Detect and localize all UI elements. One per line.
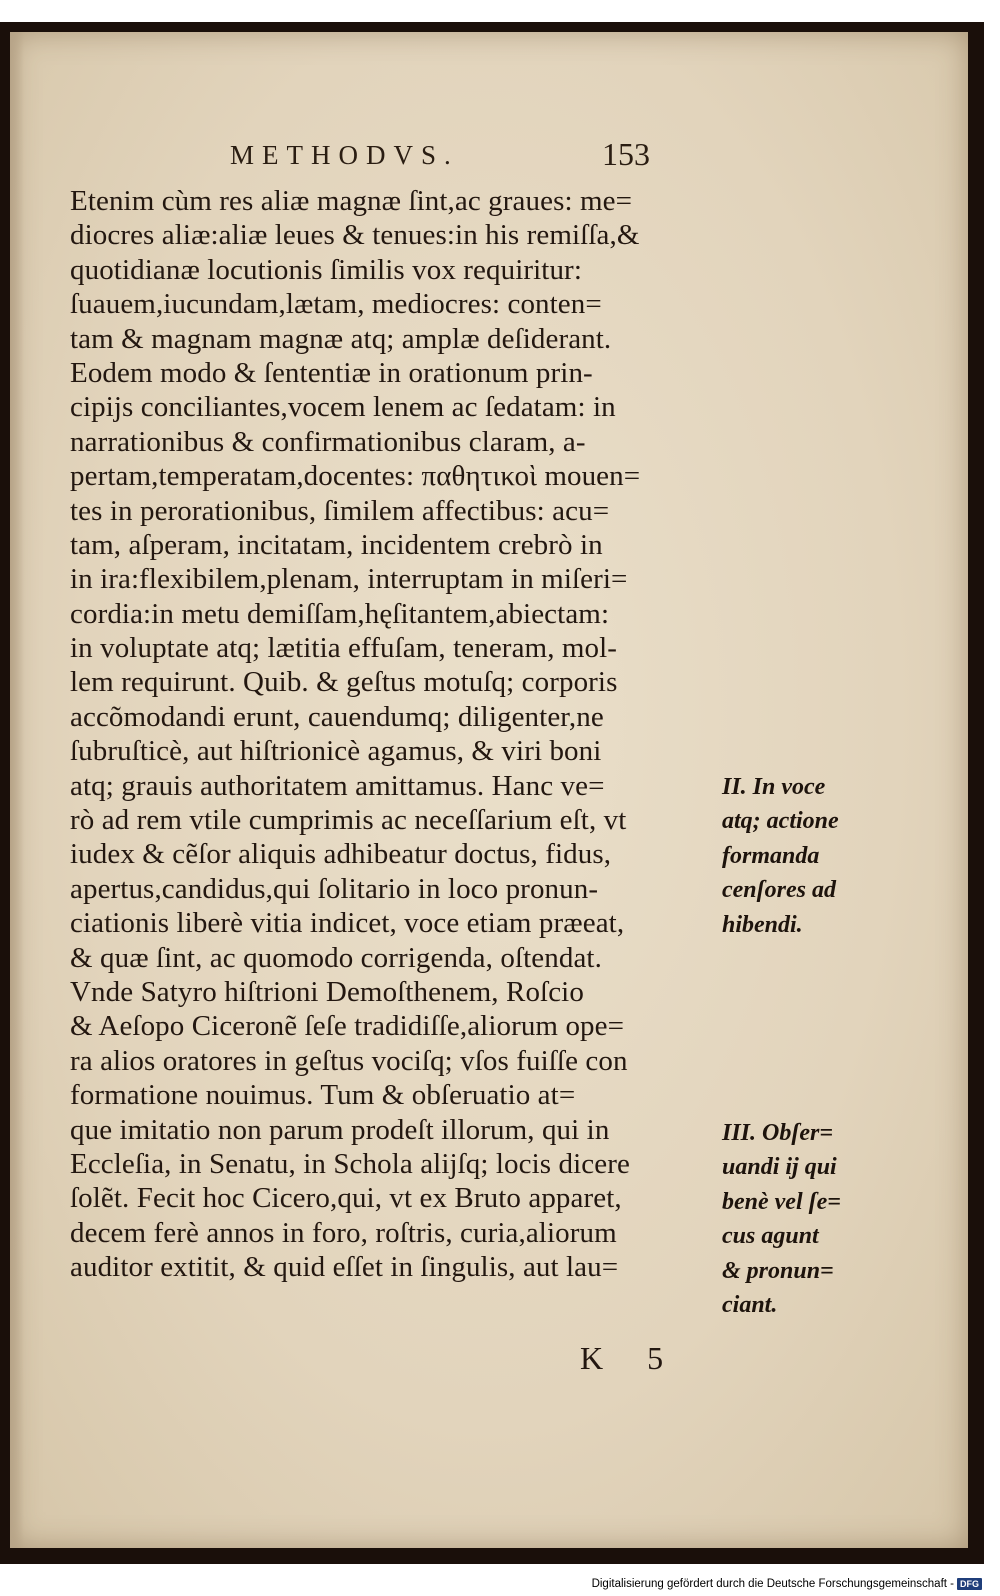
text-line: ſubruſticè, aut hiſtrionicè agamus, & viri boni bbox=[70, 735, 602, 768]
marginal-note-line: atq; actione bbox=[722, 808, 839, 835]
marginal-note-line: cenſores ad bbox=[722, 877, 836, 904]
text-line: rò ad rem vtile cumprimis ac neceſſarium eſt, vt bbox=[70, 804, 627, 837]
marginal-note-line: II. In voce bbox=[722, 774, 826, 800]
text-line: atq; grauis authoritatem amittamus. Hanc ve= bbox=[70, 769, 605, 802]
marginal-note-line: ciant. bbox=[722, 1291, 778, 1318]
text-line: iudex & cẽſor aliquis adhibeatur doctus, fidus, bbox=[70, 838, 612, 871]
text-line: ra alios oratores in geſtus vociſq; vſos fuiſſe con bbox=[70, 1044, 628, 1077]
text-line: ciationis liberè vitia indicet, voce etiam præeat, bbox=[70, 907, 625, 940]
text-line: que imitatio non parum prodeſt illorum, qui in bbox=[70, 1113, 610, 1146]
book-page bbox=[10, 32, 968, 1548]
running-head: METHODVS. bbox=[230, 140, 459, 170]
main-text-block bbox=[70, 184, 730, 1285]
text-line: in voluptate atq; lætitia effuſam, teneram, mol- bbox=[70, 632, 618, 665]
text-line: ſuauem,iucundam,lætam, mediocres: conten= bbox=[70, 288, 602, 321]
text-line: Eccleſia, in Senatu, in Schola alijſq; locis dicere bbox=[70, 1147, 630, 1180]
text-line: tes in perorationibus, ſimilem affectibus: acu= bbox=[70, 494, 610, 527]
text-line: & Aeſopo Ciceronẽ ſeſe tradidiſſe,aliorum ope= bbox=[70, 1010, 625, 1043]
text-line: apertus,candidus,qui ſolitario in loco pronun- bbox=[70, 872, 599, 905]
marginal-note-line: benè vel ſe= bbox=[722, 1188, 841, 1215]
page-header bbox=[10, 132, 968, 172]
marginal-note-line: hibendi. bbox=[722, 911, 803, 938]
digitization-credit bbox=[592, 1578, 982, 1590]
text-line: tam, aſperam, incitatam, incidentem crebrò in bbox=[70, 528, 603, 561]
text-line: Eodem modo & ſententiæ in orationum prin- bbox=[70, 356, 593, 389]
text-line: cipijs conciliantes,vocem lenem ac ſedatam: in bbox=[70, 391, 616, 424]
text-line: & quæ ſint, ac quomodo corrigenda, oſtendat. bbox=[70, 941, 602, 974]
text-line: Vnde Satyro hiſtrioni Demoſthenem, Roſcio bbox=[70, 975, 584, 1008]
text-line: in ira:flexibilem,plenam, interruptam in miſeri= bbox=[70, 563, 628, 596]
text-line: lem requirunt. Quib. & geſtus motuſq; corporis bbox=[70, 666, 618, 699]
marginal-note-1 bbox=[722, 770, 862, 942]
text-line: diocres aliæ:aliæ leues & tenues:in his remiſſa,& bbox=[70, 219, 640, 252]
text-line: Etenim cùm res aliæ magnæ ſint,ac graues: me= bbox=[70, 185, 633, 217]
signature-mark: K 5 bbox=[580, 1340, 682, 1376]
dfg-logo: DFG bbox=[957, 1578, 982, 1590]
marginal-note-line: cus agunt bbox=[722, 1223, 819, 1250]
marginal-note-2 bbox=[722, 1116, 862, 1322]
scan-background bbox=[0, 22, 984, 1564]
text-line: auditor extitit, & quid eſſet in ſingulis, aut lau= bbox=[70, 1251, 619, 1284]
credit-text: Digitalisierung gefördert durch die Deutsche Forschungsgemeinschaft - bbox=[591, 1578, 954, 1590]
text-line: pertam,temperatam,docentes: παθητικοὶ mouen= bbox=[70, 460, 641, 493]
marginal-note-line: uandi ij qui bbox=[722, 1154, 837, 1181]
marginal-note-line: III. Obſer= bbox=[722, 1120, 834, 1146]
text-line: accõmodandi erunt, cauendumq; diligenter,ne bbox=[70, 700, 604, 733]
text-line: tam & magnam magnæ atq; amplæ deſiderant. bbox=[70, 322, 612, 355]
text-line: decem ferè annos in foro, roſtris, curia,aliorum bbox=[70, 1216, 617, 1249]
text-line: narrationibus & confirmationibus claram, a- bbox=[70, 425, 586, 458]
page-number: 153 bbox=[602, 136, 650, 172]
text-line: formatione nouimus. Tum & obſeruatio at= bbox=[70, 1079, 576, 1112]
text-line: ſolẽt. Fecit hoc Cicero,qui, vt ex Bruto apparet, bbox=[70, 1182, 622, 1215]
marginal-note-line: & pronun= bbox=[722, 1257, 834, 1284]
page-gutter-shadow bbox=[10, 32, 24, 1548]
text-line: quotidianæ locutionis ſimilis vox requiritur: bbox=[70, 253, 582, 286]
text-line: cordia:in metu demiſſam,hęſitantem,abiectam: bbox=[70, 597, 610, 630]
marginal-note-line: formanda bbox=[722, 842, 820, 869]
